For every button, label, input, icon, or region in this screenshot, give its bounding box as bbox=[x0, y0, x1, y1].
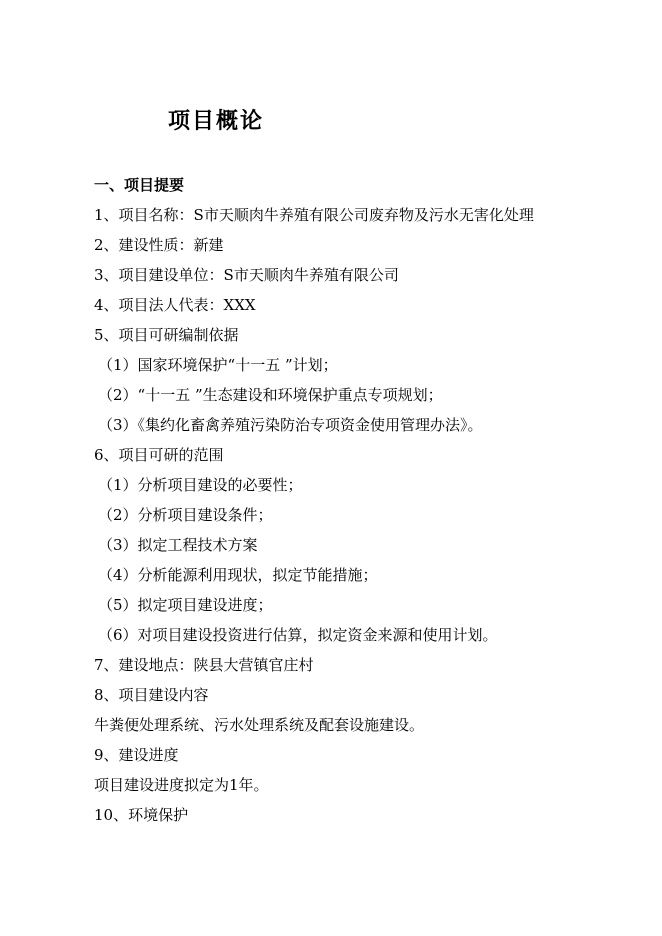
construction-location-line: 7、建设地点：陕县大营镇官庄村 bbox=[94, 656, 314, 674]
feasibility-scope-heading: 6、项目可研的范围 bbox=[94, 446, 224, 464]
construction-unit-line: 3、项目建设单位：S市天顺肉牛养殖有限公司 bbox=[94, 266, 399, 284]
schedule-heading: 9、建设进度 bbox=[94, 746, 179, 764]
scope-item-2: （2）分析项目建设条件； bbox=[98, 506, 273, 524]
scope-item-6: （6）对项目建设投资进行估算，拟定资金来源和使用计划。 bbox=[98, 626, 498, 644]
scope-item-3: （3）拟定工程技术方案 bbox=[98, 536, 258, 554]
environment-heading: 10、环境保护 bbox=[94, 806, 189, 824]
schedule-text: 项目建设进度拟定为1年。 bbox=[94, 776, 269, 794]
section-heading: 一、项目提要 bbox=[94, 176, 185, 194]
scope-item-5: （5）拟定项目建设进度； bbox=[98, 596, 273, 614]
legal-representative-line: 4、项目法人代表：XXX bbox=[94, 296, 256, 314]
document-body bbox=[94, 170, 622, 830]
scope-item-4: （4）分析能源利用现状，拟定节能措施； bbox=[98, 566, 378, 584]
construction-content-heading: 8、项目建设内容 bbox=[94, 686, 209, 704]
construction-content-text: 牛粪便处理系统、污水处理系统及配套设施建设。 bbox=[94, 716, 425, 734]
basis-item-2: （2）“十一五 ”生态建设和环境保护重点专项规划； bbox=[98, 386, 443, 404]
construction-nature-line: 2、建设性质：新建 bbox=[94, 236, 224, 254]
scope-item-1: （1）分析项目建设的必要性； bbox=[98, 476, 303, 494]
basis-item-1: （1）国家环境保护“十一五 ”计划； bbox=[98, 356, 338, 374]
basis-item-3: （3）《集约化畜禽养殖污染防治专项资金使用管理办法》。 bbox=[98, 416, 483, 434]
project-name-line: 1、项目名称：S市天顺肉牛养殖有限公司废弃物及污水无害化处理 bbox=[94, 206, 534, 224]
page-title: 项目概论 bbox=[168, 108, 265, 134]
feasibility-basis-heading: 5、项目可研编制依据 bbox=[94, 326, 239, 344]
